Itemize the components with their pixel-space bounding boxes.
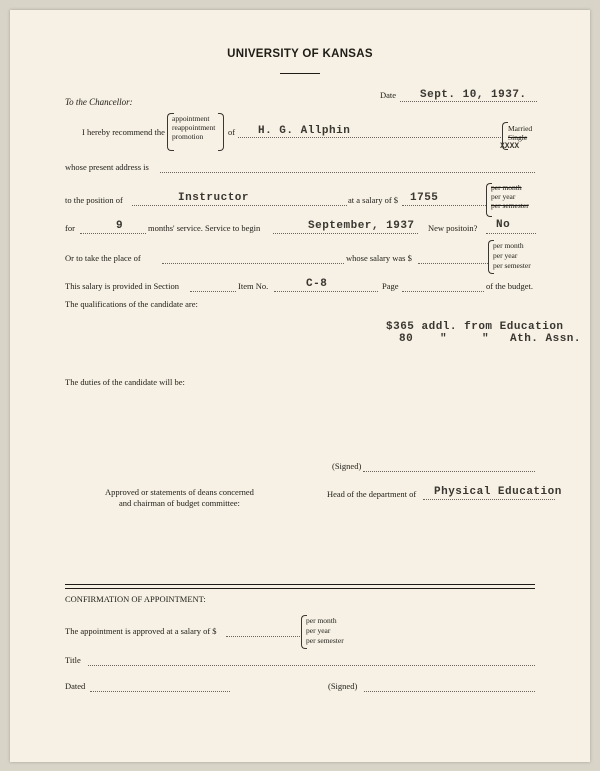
confirmation-salary-line (226, 636, 302, 637)
form-title: UNIVERSITY OF KANSAS (227, 48, 373, 60)
approved-line-1: Approved or statements of deans concerned (105, 487, 254, 497)
qualifications-line-1: $365 addl. from Education (386, 321, 564, 333)
signed-label: (Signed) (332, 461, 362, 471)
divider-rule-bottom (65, 588, 535, 589)
confirmation-signed-label: (Signed) (328, 681, 358, 691)
item-value: C-8 (306, 278, 328, 290)
confirmation-signed-line (364, 691, 535, 692)
qualifications-line-2-amount: 80 (399, 333, 414, 345)
new-position-value: No (496, 219, 511, 231)
new-position-label: New positoin? (428, 223, 478, 233)
name-line (238, 137, 503, 138)
date-line (400, 101, 537, 102)
salary-label: at a salary of $ (348, 195, 399, 205)
section-line (190, 291, 236, 292)
title-underline (280, 73, 320, 74)
budget-end-label: of the budget. (486, 281, 533, 291)
divider-rule-top (65, 584, 535, 585)
previous-per-semester: per semester (493, 261, 531, 270)
new-position-line (486, 233, 536, 234)
qualifications-ditto-2: " (482, 333, 490, 345)
dated-line (90, 691, 230, 692)
months-label: months' service. Service to begin (148, 223, 261, 233)
replace-label: Or to take the place of (65, 253, 141, 263)
page-label: Page (382, 281, 399, 291)
duties-label: The duties of the candidate will be: (65, 377, 185, 387)
salary-per-semester: per semester (491, 201, 529, 210)
salutation: To the Chancellor: (65, 97, 133, 107)
confirmation-salary-label: The appointment is approved at a salary of $ (65, 626, 217, 636)
confirmation-per-month: per month (306, 616, 337, 625)
position-label: to the position of (65, 195, 123, 205)
qualifications-line-2-rest: Ath. Assn. (510, 333, 582, 345)
married-option: Married (508, 124, 533, 133)
form-page (10, 10, 590, 762)
title-line (88, 665, 535, 666)
title-label: Title (65, 655, 81, 665)
head-of-department-label: Head of the department of (327, 489, 417, 499)
date-value: Sept. 10, 1937. (420, 89, 527, 101)
reappointment-option: reappointment (172, 123, 216, 132)
section-label: This salary is provided in Section (65, 281, 180, 291)
for-label: for (65, 223, 75, 233)
candidate-name: H. G. Allphin (258, 125, 351, 137)
salary-line (402, 205, 486, 206)
of-label: of (228, 127, 236, 137)
promotion-option: promotion (172, 132, 204, 141)
months-value: 9 (116, 220, 124, 232)
replace-line (162, 263, 344, 264)
salary-per-month: per month (491, 183, 522, 192)
signed-line (363, 471, 535, 472)
dated-label: Dated (65, 681, 86, 691)
appointment-option: appointment (172, 114, 210, 123)
item-line (274, 291, 378, 292)
position-line (132, 205, 347, 206)
department-value: Physical Education (434, 486, 562, 498)
position-value: Instructor (178, 192, 250, 204)
confirmation-per-semester: per semester (306, 636, 344, 645)
page-line (402, 291, 484, 292)
salary-value: 1755 (410, 192, 439, 204)
item-label: Item No. (238, 281, 269, 291)
salary-per-year: per year (491, 192, 516, 201)
recommend-lead: I hereby recommend the (82, 127, 165, 137)
appointment-type-brace-right (218, 113, 224, 151)
previous-salary-label: whose salary was $ (346, 253, 412, 263)
qualifications-label: The qualifications of the candidate are: (65, 299, 198, 309)
qualifications-ditto-1: " (440, 333, 448, 345)
confirmation-heading: CONFIRMATION OF APPOINTMENT: (65, 594, 206, 604)
address-label: whose present address is (65, 162, 149, 172)
months-line (80, 233, 146, 234)
address-line (160, 172, 535, 173)
single-strikeout: XXXX (500, 142, 520, 151)
approved-line-2: and chairman of budget committee: (119, 498, 240, 508)
single-option: Single (508, 133, 528, 142)
previous-per-month: per month (493, 241, 524, 250)
confirmation-per-year: per year (306, 626, 331, 635)
department-line (423, 499, 555, 500)
date-label: Date (380, 90, 397, 100)
previous-salary-line (418, 263, 488, 264)
previous-per-year: per year (493, 251, 518, 260)
begin-line (273, 233, 418, 234)
begin-value: September, 1937 (308, 220, 415, 232)
